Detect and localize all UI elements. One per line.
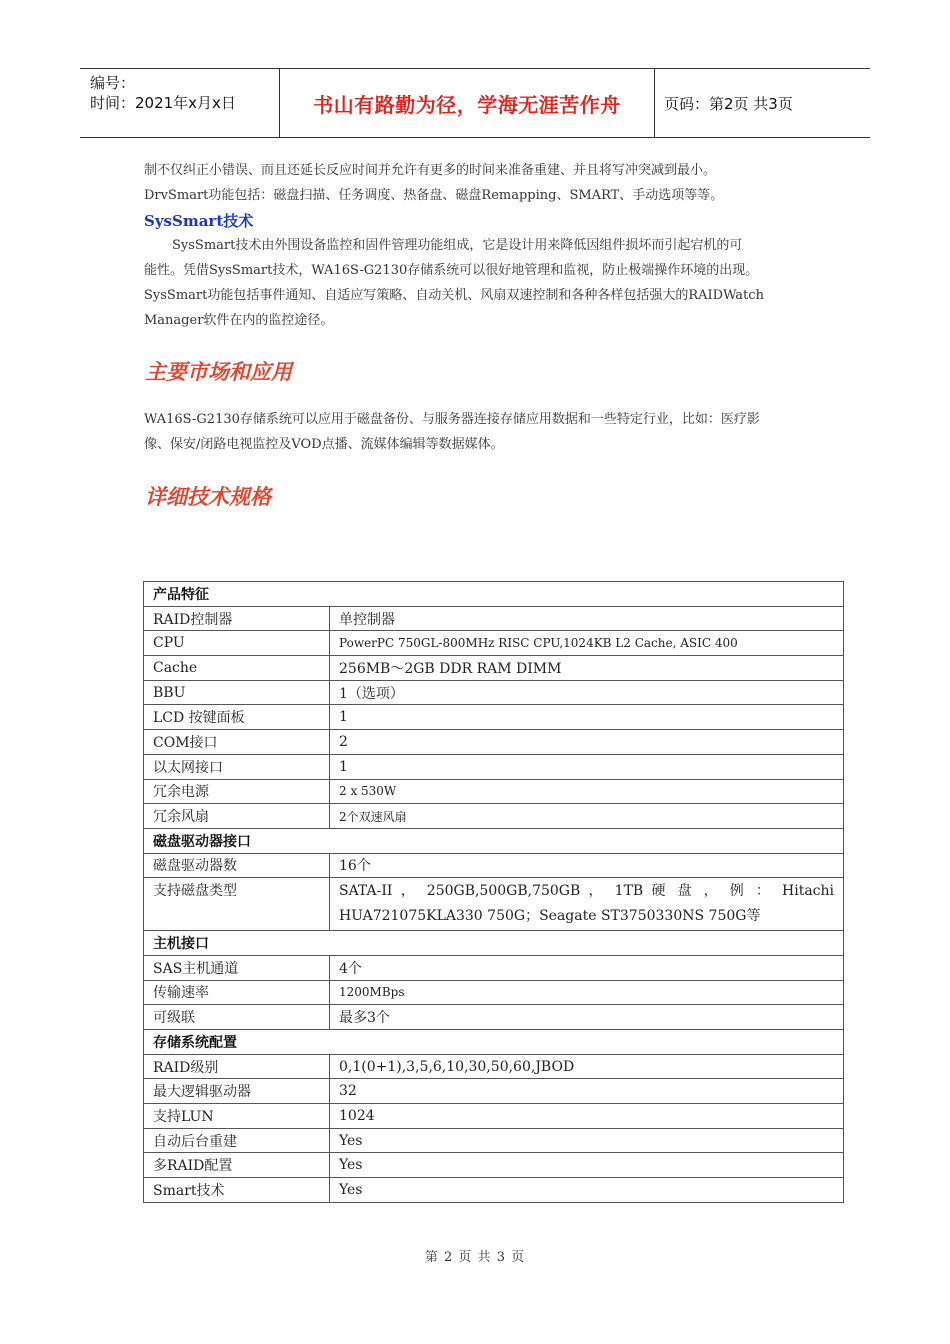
spec-value: PowerPC 750GL-800MHz RISC CPU,1024KB L2 Cache, ASIC 400 — [330, 631, 844, 656]
table-row — [144, 754, 844, 779]
spec-key: 支持磁盘类型 — [144, 878, 330, 931]
spec-value: 0,1(0+1),3,5,6,10,30,50,60,JBOD — [330, 1054, 844, 1079]
syssmart-line: 能性。凭借SysSmart技术，WA16S-G2130存储系统可以很好地管理和监视，防止极端操作环境的出现。 — [144, 263, 759, 278]
syssmart-paragraph — [144, 233, 820, 333]
market-heading: 主要市场和应用 — [145, 360, 292, 384]
spec-key: CPU — [144, 631, 330, 656]
header-meta — [80, 69, 280, 137]
spec-key: SAS主机通道 — [144, 955, 330, 980]
spec-key: Cache — [144, 656, 330, 681]
spec-value — [330, 878, 844, 931]
intro-line: DrvSmart功能包括：磁盘扫描、任务调度、热备盘、磁盘Remapping、SMART、手动选项等等。 — [144, 188, 724, 203]
spec-value: Yes — [330, 1128, 844, 1153]
spec-heading: 详细技术规格 — [145, 485, 271, 509]
table-section-row — [144, 1030, 844, 1055]
time-label: 时间：2021年x月x日 — [90, 94, 236, 112]
page-footer: 第 2 页 共 3 页 — [424, 1250, 526, 1265]
spec-key: RAID级别 — [144, 1054, 330, 1079]
table-row — [144, 705, 844, 730]
spec-value: 32 — [330, 1079, 844, 1104]
spec-value: 256MB～2GB DDR RAM DIMM — [330, 656, 844, 681]
spec-key: RAID控制器 — [144, 606, 330, 631]
syssmart-line: Manager软件在内的监控途径。 — [144, 313, 334, 328]
spec-key: Smart技术 — [144, 1178, 330, 1203]
spec-value: 2个双速风扇 — [330, 804, 844, 829]
table-row — [144, 804, 844, 829]
table-row — [144, 656, 844, 681]
table-section-row — [144, 931, 844, 956]
table-row — [144, 680, 844, 705]
spec-key: 冗余电源 — [144, 779, 330, 804]
table-row — [144, 878, 844, 931]
spec-key: 磁盘驱动器数 — [144, 853, 330, 878]
table-row — [144, 1005, 844, 1030]
spec-key: 以太网接口 — [144, 754, 330, 779]
spec-key: COM接口 — [144, 730, 330, 755]
page-header — [80, 68, 870, 138]
table-section-row — [144, 828, 844, 853]
spec-key: 支持LUN — [144, 1104, 330, 1129]
table-section-row — [144, 582, 844, 607]
spec-value: 单控制器 — [330, 606, 844, 631]
spec-table — [143, 581, 844, 1203]
spec-value: 1200MBps — [330, 980, 844, 1005]
syssmart-title: SysSmart技术 — [144, 212, 254, 230]
spec-key: 最大逻辑驱动器 — [144, 1079, 330, 1104]
table-row — [144, 631, 844, 656]
table-row — [144, 1054, 844, 1079]
table-row — [144, 1079, 844, 1104]
spec-value: Yes — [330, 1153, 844, 1178]
section-disk: 磁盘驱动器接口 — [144, 828, 844, 853]
intro-line: 制不仅纠正小错误、而且还延长反应时间并允许有更多的时间来准备重建、并且将写冲突减到最小。 — [144, 163, 717, 178]
table-row — [144, 730, 844, 755]
spec-key: 多RAID配置 — [144, 1153, 330, 1178]
spec-value: 1（选项） — [330, 680, 844, 705]
spec-value: 2 x 530W — [330, 779, 844, 804]
spec-value: 4个 — [330, 955, 844, 980]
spec-value: 16个 — [330, 853, 844, 878]
table-row — [144, 980, 844, 1005]
spec-value: Yes — [330, 1178, 844, 1203]
syssmart-line: SysSmart技术由外围设备监控和固件管理功能组成，它是设计用来降低因组件损坏而引起宕机的可 — [172, 238, 743, 253]
header-motto: 书山有路勤为径，学海无涯苦作舟 — [280, 69, 655, 137]
spec-key: 冗余风扇 — [144, 804, 330, 829]
intro-paragraph — [144, 158, 820, 208]
header-page-label: 页码：第2页 共3页 — [664, 94, 793, 113]
syssmart-line: SysSmart功能包括事件通知、自适应写策略、自动关机、风扇双速控制和各种各样包括强大的RAIDWatch — [144, 288, 764, 303]
table-row — [144, 606, 844, 631]
market-paragraph — [144, 407, 820, 457]
table-row — [144, 1128, 844, 1153]
spec-value: 1 — [330, 754, 844, 779]
table-row — [144, 955, 844, 980]
spec-value: 1 — [330, 705, 844, 730]
spec-value: 最多3个 — [330, 1005, 844, 1030]
market-line: WA16S-G2130存储系统可以应用于磁盘备份、与服务器连接存储应用数据和一些特定行业，比如：医疗影 — [144, 412, 760, 427]
section-product: 产品特征 — [144, 582, 844, 607]
code-label: 编号： — [90, 74, 136, 92]
table-row — [144, 779, 844, 804]
table-row — [144, 1104, 844, 1129]
spec-key: BBU — [144, 680, 330, 705]
market-line: 像、保安/闭路电视监控及VOD点播、流媒体编辑等数据媒体。 — [144, 437, 504, 452]
spec-value: 1024 — [330, 1104, 844, 1129]
spec-value-line: HUA721075KLA330 750G；Seagate ST3750330NS 750G等 — [339, 908, 761, 925]
table-row — [144, 853, 844, 878]
section-host: 主机接口 — [144, 931, 844, 956]
spec-value-line: SATA-II ， 250GB,500GB,750GB ， 1TB 硬 盘 ， 例 ： Hitachi — [339, 883, 834, 900]
table-row — [144, 1178, 844, 1203]
section-storage: 存储系统配置 — [144, 1030, 844, 1055]
spec-key: 可级联 — [144, 1005, 330, 1030]
spec-key: 自动后台重建 — [144, 1128, 330, 1153]
spec-key: LCD 按键面板 — [144, 705, 330, 730]
spec-key: 传输速率 — [144, 980, 330, 1005]
spec-value: 2 — [330, 730, 844, 755]
table-row — [144, 1153, 844, 1178]
